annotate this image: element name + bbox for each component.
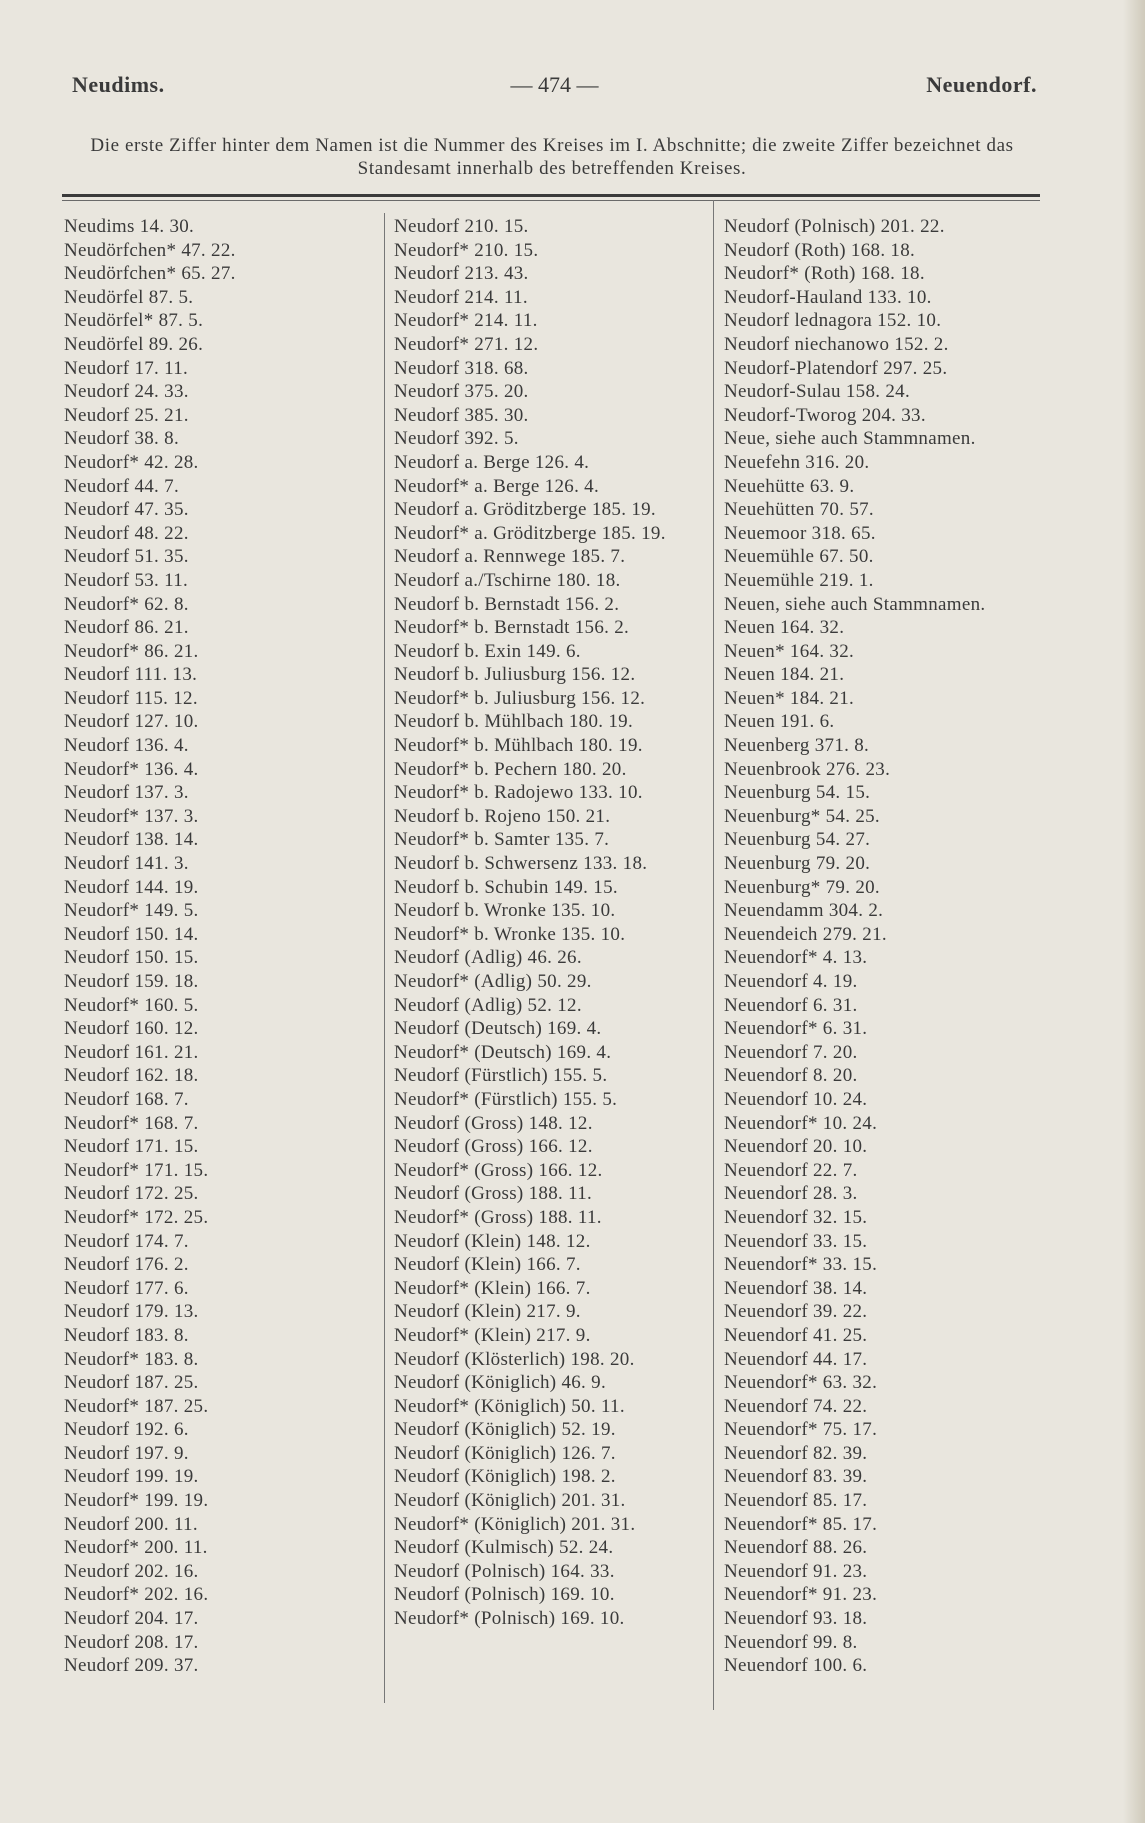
index-entry: Neuenburg* 79. 20. bbox=[724, 876, 880, 898]
index-entry: Neuendorf 33. 15. bbox=[724, 1230, 868, 1252]
index-entry: Neudorf* 271. 12. bbox=[394, 333, 539, 355]
index-entry: Neuen 164. 32. bbox=[724, 617, 845, 639]
index-entry: Neudorf* (Adlig) 50. 29. bbox=[394, 971, 592, 992]
index-entry: Neudorf 179. 13. bbox=[64, 1301, 199, 1323]
index-entry: Neudorf 375. 20. bbox=[394, 381, 529, 403]
index-entry: Neudorf* (Gross) 188. 11. bbox=[394, 1206, 602, 1228]
index-entry: Neudorf (Klein) 148. 12. bbox=[394, 1230, 591, 1252]
index-entry: Neudorf 214. 11. bbox=[394, 286, 528, 308]
index-entry: Neudorf 162. 18. bbox=[64, 1065, 199, 1087]
index-entry: Neuendorf 99. 8. bbox=[724, 1631, 858, 1653]
index-entry: Neudorf (Kulmisch) 52. 24. bbox=[394, 1537, 614, 1559]
index-entry: Neudorf 159. 18. bbox=[64, 971, 199, 992]
index-entry: Neudörfel 89. 26. bbox=[64, 333, 204, 355]
index-entry: Neuendorf* 91. 23. bbox=[724, 1584, 878, 1606]
index-entry: Neudorf* (Gross) 166. 12. bbox=[394, 1159, 603, 1181]
index-entry: Neudorf (Königlich) 198. 2. bbox=[394, 1466, 616, 1488]
index-entry: Neuendorf* 4. 13. bbox=[724, 947, 868, 969]
index-entry: Neudorf* 199. 19. bbox=[64, 1490, 209, 1512]
index-entry: Neudörfchen* 65. 27. bbox=[64, 263, 236, 285]
index-entry: Neudorf 197. 9. bbox=[64, 1442, 189, 1464]
index-entry: Neuenburg 79. 20. bbox=[724, 853, 871, 875]
index-entry: Neudorf* b. Juliusburg 156. 12. bbox=[394, 687, 646, 709]
index-entry: Neudorf (Roth) 168. 18. bbox=[724, 239, 916, 261]
index-entry: Neudorf-Sulau 158. 24. bbox=[724, 381, 911, 403]
index-entry: Neudorf 47. 35. bbox=[64, 499, 189, 521]
index-entry: Neudorf b. Rojeno 150. 21. bbox=[394, 805, 611, 827]
index-entry: Neuendorf 32. 15. bbox=[724, 1206, 868, 1228]
index-entry: Neuendeich 279. 21. bbox=[724, 923, 887, 945]
index-entry: Neudorf b. Schubin 149. 15. bbox=[394, 876, 618, 898]
index-entry: Neuendorf 44. 17. bbox=[724, 1348, 868, 1370]
index-entry: Neudorf 171. 15. bbox=[64, 1136, 199, 1158]
index-entry: Neudorf* 160. 5. bbox=[64, 994, 199, 1016]
index-entry: Neudorf 177. 6. bbox=[64, 1277, 189, 1299]
index-entry: Neuen, siehe auch Stammnamen. bbox=[724, 593, 986, 615]
index-entry: Neudorf 127. 10. bbox=[64, 711, 199, 733]
index-entry: Neudorf (Polnisch) 201. 22. bbox=[724, 216, 945, 237]
index-entry: Neudorf 144. 19. bbox=[64, 876, 199, 898]
index-entry: Neudorf b. Wronke 135. 10. bbox=[394, 900, 616, 922]
column-separator bbox=[384, 213, 385, 1703]
index-entry: Neudorf 385. 30. bbox=[394, 404, 529, 426]
index-entry: Neudorf 202. 16. bbox=[64, 1560, 199, 1582]
index-entry: Neudorf 172. 25. bbox=[64, 1183, 199, 1205]
index-entry: Neudorf* b. Radojewo 133. 10. bbox=[394, 782, 643, 804]
index-entry: Neudorf* b. Mühlbach 180. 19. bbox=[394, 735, 643, 757]
index-entry: Neudorf* a. Gröditzberge 185. 19. bbox=[394, 522, 666, 544]
index-entry: Neudorf 208. 17. bbox=[64, 1631, 199, 1653]
index-entry: Neudorf* 136. 4. bbox=[64, 758, 199, 780]
index-entry: Neudörfchen* 47. 22. bbox=[64, 239, 236, 261]
index-entry: Neudorf* 137. 3. bbox=[64, 805, 199, 827]
index-entry: Neuenburg 54. 27. bbox=[724, 829, 871, 851]
page-header bbox=[72, 72, 1037, 108]
index-entry: Neuendorf 83. 39. bbox=[724, 1466, 868, 1488]
index-entry: Neudorf 200. 11. bbox=[64, 1513, 198, 1535]
index-entry: Neuendorf 74. 22. bbox=[724, 1395, 868, 1417]
index-entry: Neudorf 199. 19. bbox=[64, 1466, 199, 1488]
index-entry: Neudorf* b. Wronke 135. 10. bbox=[394, 923, 626, 945]
index-entry: Neudorf (Königlich) 46. 9. bbox=[394, 1372, 607, 1394]
index-entry: Neuendorf 7. 20. bbox=[724, 1041, 858, 1063]
index-entry: Neudorf* 149. 5. bbox=[64, 900, 199, 922]
index-entry: Neuehütte 63. 9. bbox=[724, 475, 855, 497]
index-entry: Neuendorf* 10. 24. bbox=[724, 1112, 878, 1134]
index-entry: Neuen* 184. 21. bbox=[724, 687, 855, 709]
index-entry: Neuemoor 318. 65. bbox=[724, 522, 876, 544]
index-entry: Neudorf* 42. 28. bbox=[64, 451, 199, 473]
index-entry: Neudorf 115. 12. bbox=[64, 687, 198, 709]
index-entry: Neudorf 137. 3. bbox=[64, 782, 189, 804]
index-entry: Neudorf 168. 7. bbox=[64, 1088, 189, 1110]
index-entry: Neudorf (Klein) 166. 7. bbox=[394, 1254, 581, 1276]
index-entry: Neudorf 187. 25. bbox=[64, 1372, 199, 1394]
index-entry: Neudorf a. Berge 126. 4. bbox=[394, 451, 590, 473]
index-entry: Neuemühle 219. 1. bbox=[724, 569, 874, 591]
index-entry: Neue, siehe auch Stammnamen. bbox=[724, 428, 976, 450]
index-entry: Neudorf 209. 37. bbox=[64, 1655, 199, 1677]
index-entry: Neuendorf* 6. 31. bbox=[724, 1018, 868, 1040]
header-left-catchword: Neudims. bbox=[72, 72, 165, 97]
index-entry: Neudorf* a. Berge 126. 4. bbox=[394, 475, 600, 497]
index-entry: Neudorf* 187. 25. bbox=[64, 1395, 209, 1417]
index-entry: Neudorf (Königlich) 126. 7. bbox=[394, 1442, 616, 1464]
index-entry: Neudorf* (Königlich) 50. 11. bbox=[394, 1395, 625, 1417]
index-entry: Neudorf* (Deutsch) 169. 4. bbox=[394, 1041, 612, 1063]
index-entry: Neudorf* 168. 7. bbox=[64, 1112, 199, 1134]
index-entry: Neudorf 210. 15. bbox=[394, 216, 529, 237]
index-entry: Neudorf 38. 8. bbox=[64, 428, 180, 450]
header-rule-thick bbox=[62, 194, 1040, 197]
index-entry: Neuendorf 20. 10. bbox=[724, 1136, 868, 1158]
index-entry: Neudorf (Königlich) 201. 31. bbox=[394, 1490, 626, 1512]
index-entry: Neuenberg 371. 8. bbox=[724, 735, 870, 757]
index-entry: Neudorf a. Rennwege 185. 7. bbox=[394, 546, 626, 568]
index-entry: Neudorf* 86. 21. bbox=[64, 640, 199, 662]
index-entry: Neudorf 48. 22. bbox=[64, 522, 189, 544]
index-entry: Neudorf* b. Bernstadt 156. 2. bbox=[394, 617, 630, 639]
index-entry: Neudorf 183. 8. bbox=[64, 1324, 189, 1346]
index-entry: Neudorf 141. 3. bbox=[64, 853, 189, 875]
index-entry: Neudorf-Tworog 204. 33. bbox=[724, 404, 926, 426]
index-entry: Neudorf* (Fürstlich) 155. 5. bbox=[394, 1088, 618, 1110]
index-entry: Neudorf* (Königlich) 201. 31. bbox=[394, 1513, 636, 1535]
index-entry: Neudorf-Platendorf 297. 25. bbox=[724, 357, 948, 379]
index-entry: Neudorf 160. 12. bbox=[64, 1018, 199, 1040]
index-column-3 bbox=[724, 215, 1054, 1678]
index-entry: Neudorf b. Schwersenz 133. 18. bbox=[394, 853, 648, 875]
index-entry: Neuendorf 22. 7. bbox=[724, 1159, 858, 1181]
index-entry: Neuefehn 316. 20. bbox=[724, 451, 870, 473]
index-entry: Neudorf 25. 21. bbox=[64, 404, 189, 426]
index-entry: Neudorf 161. 21. bbox=[64, 1041, 199, 1063]
index-entry: Neudorf* b. Pechern 180. 20. bbox=[394, 758, 627, 780]
index-entry: Neuendorf 41. 25. bbox=[724, 1324, 868, 1346]
index-entry: Neudorf* 171. 15. bbox=[64, 1159, 209, 1181]
index-entry: Neudorf 192. 6. bbox=[64, 1419, 189, 1441]
index-entry: Neuendorf 93. 18. bbox=[724, 1608, 868, 1630]
index-entry: Neuenbrook 276. 23. bbox=[724, 758, 891, 780]
index-entry: Neudorf* (Roth) 168. 18. bbox=[724, 263, 925, 285]
index-entry: Neuendorf 82. 39. bbox=[724, 1442, 868, 1464]
index-entry: Neudorf niechanowo 152. 2. bbox=[724, 333, 949, 355]
index-entry: Neuendorf 88. 26. bbox=[724, 1537, 868, 1559]
index-entry: Neudorf 17. 11. bbox=[64, 357, 189, 379]
index-entry: Neudorf (Deutsch) 169. 4. bbox=[394, 1018, 602, 1040]
index-entry: Neuehütten 70. 57. bbox=[724, 499, 874, 521]
index-entry: Neudorf* 210. 15. bbox=[394, 239, 539, 261]
index-entry: Neudorf (Klein) 217. 9. bbox=[394, 1301, 581, 1323]
index-entry: Neuendorf 100. 6. bbox=[724, 1655, 868, 1677]
index-entry: Neudorf b. Bernstadt 156. 2. bbox=[394, 593, 620, 615]
index-entry: Neuendorf* 75. 17. bbox=[724, 1419, 878, 1441]
index-entry: Neudörfel 87. 5. bbox=[64, 286, 194, 308]
index-entry: Neudorf (Polnisch) 164. 33. bbox=[394, 1560, 615, 1582]
index-entry: Neuendorf 10. 24. bbox=[724, 1088, 868, 1110]
page-number: — 474 — bbox=[510, 72, 599, 97]
index-entry: Neuendorf* 85. 17. bbox=[724, 1513, 878, 1535]
index-entry: Neudorf 150. 14. bbox=[64, 923, 199, 945]
index-entry: Neuendorf 4. 19. bbox=[724, 971, 858, 992]
index-column-1 bbox=[64, 215, 384, 1678]
index-entry: Neudorf-Hauland 133. 10. bbox=[724, 286, 932, 308]
index-entry: Neudorf* 172. 25. bbox=[64, 1206, 209, 1228]
index-entry: Neudorf 174. 7. bbox=[64, 1230, 189, 1252]
header-right-catchword: Neuendorf. bbox=[926, 72, 1037, 97]
index-entry: Neuen 191. 6. bbox=[724, 711, 835, 733]
index-entry: Neudorf 318. 68. bbox=[394, 357, 529, 379]
index-entry: Neuendorf 6. 31. bbox=[724, 994, 858, 1016]
index-entry: Neudorf 204. 17. bbox=[64, 1608, 199, 1630]
index-entry: Neuendorf 91. 23. bbox=[724, 1560, 868, 1582]
index-entry: Neudorf (Fürstlich) 155. 5. bbox=[394, 1065, 608, 1087]
index-entry: Neudorf 392. 5. bbox=[394, 428, 519, 450]
index-entry: Neudorf b. Juliusburg 156. 12. bbox=[394, 664, 636, 686]
index-entry: Neudorf 51. 35. bbox=[64, 546, 189, 568]
index-entry: Neuendorf 39. 22. bbox=[724, 1301, 868, 1323]
index-entry: Neudorf* (Klein) 166. 7. bbox=[394, 1277, 591, 1299]
index-entry: Neudorf 44. 7. bbox=[64, 475, 180, 497]
index-entry: Neudorf 86. 21. bbox=[64, 617, 189, 639]
index-entry: Neudorf* 214. 11. bbox=[394, 310, 538, 332]
page-edge bbox=[1123, 0, 1145, 1823]
index-entry: Neudorf (Gross) 148. 12. bbox=[394, 1112, 593, 1134]
index-entry: Neudorf (Königlich) 52. 19. bbox=[394, 1419, 616, 1441]
index-entry: Neuenburg 54. 15. bbox=[724, 782, 871, 804]
index-entry: Neudorf a./Tschirne 180. 18. bbox=[394, 569, 621, 591]
index-entry: Neudorf (Polnisch) 169. 10. bbox=[394, 1584, 615, 1606]
index-entry: Neudorf a. Gröditzberge 185. 19. bbox=[394, 499, 656, 521]
index-entry: Neuendorf* 63. 32. bbox=[724, 1372, 878, 1394]
index-entry: Neudorf* (Klein) 217. 9. bbox=[394, 1324, 591, 1346]
index-entry: Neudorf 150. 15. bbox=[64, 947, 199, 969]
index-entry: Neuen* 164. 32. bbox=[724, 640, 855, 662]
index-entry: Neudorf 213. 43. bbox=[394, 263, 529, 285]
index-entry: Neudorf (Gross) 166. 12. bbox=[394, 1136, 593, 1158]
index-entry: Neudorf* 200. 11. bbox=[64, 1537, 208, 1559]
index-entry: Neudorf b. Exin 149. 6. bbox=[394, 640, 581, 662]
index-entry: Neudorf 53. 11. bbox=[64, 569, 189, 591]
index-entry: Neudims 14. 30. bbox=[64, 216, 195, 237]
index-entry: Neuendamm 304. 2. bbox=[724, 900, 884, 922]
index-column-2 bbox=[394, 215, 714, 1631]
index-entry: Neudorf (Klösterlich) 198. 20. bbox=[394, 1348, 635, 1370]
index-entry: Neudorf 111. 13. bbox=[64, 664, 198, 686]
index-entry: Neuendorf 85. 17. bbox=[724, 1490, 868, 1512]
index-entry: Neuen 184. 21. bbox=[724, 664, 845, 686]
index-entry: Neudörfel* 87. 5. bbox=[64, 310, 204, 332]
index-entry: Neuenburg* 54. 25. bbox=[724, 805, 880, 827]
index-entry: Neuemühle 67. 50. bbox=[724, 546, 874, 568]
index-entry: Neudorf 136. 4. bbox=[64, 735, 189, 757]
index-entry: Neudorf* 202. 16. bbox=[64, 1584, 209, 1606]
index-entry: Neudorf (Adlig) 46. 26. bbox=[394, 947, 582, 969]
index-entry: Neuendorf* 33. 15. bbox=[724, 1254, 878, 1276]
index-entry: Neudorf 24. 33. bbox=[64, 381, 189, 403]
index-entry: Neudorf* 183. 8. bbox=[64, 1348, 199, 1370]
index-entry: Neudorf* (Polnisch) 169. 10. bbox=[394, 1608, 625, 1630]
index-entry: Neudorf* 62. 8. bbox=[64, 593, 189, 615]
index-entry: Neudorf 176. 2. bbox=[64, 1254, 189, 1276]
index-entry: Neudorf* b. Samter 135. 7. bbox=[394, 829, 610, 851]
index-entry: Neudorf b. Mühlbach 180. 19. bbox=[394, 711, 633, 733]
header-rule-thin bbox=[62, 200, 1040, 201]
index-entry: Neudorf 138. 14. bbox=[64, 829, 199, 851]
index-entry: Neuendorf 8. 20. bbox=[724, 1065, 858, 1087]
index-entry: Neudorf lednagora 152. 10. bbox=[724, 310, 942, 332]
index-entry: Neuendorf 28. 3. bbox=[724, 1183, 858, 1205]
explanatory-note: Die erste Ziffer hinter dem Namen ist die Nummer des Kreises im I. Abschnitte; die zweite Ziffer bezeichnet das Standesamt innerhalb des betreffenden Kreises. bbox=[90, 135, 1014, 179]
index-entry: Neudorf (Gross) 188. 11. bbox=[394, 1183, 593, 1205]
index-entry: Neudorf (Adlig) 52. 12. bbox=[394, 994, 582, 1016]
index-entry: Neuendorf 38. 14. bbox=[724, 1277, 868, 1299]
